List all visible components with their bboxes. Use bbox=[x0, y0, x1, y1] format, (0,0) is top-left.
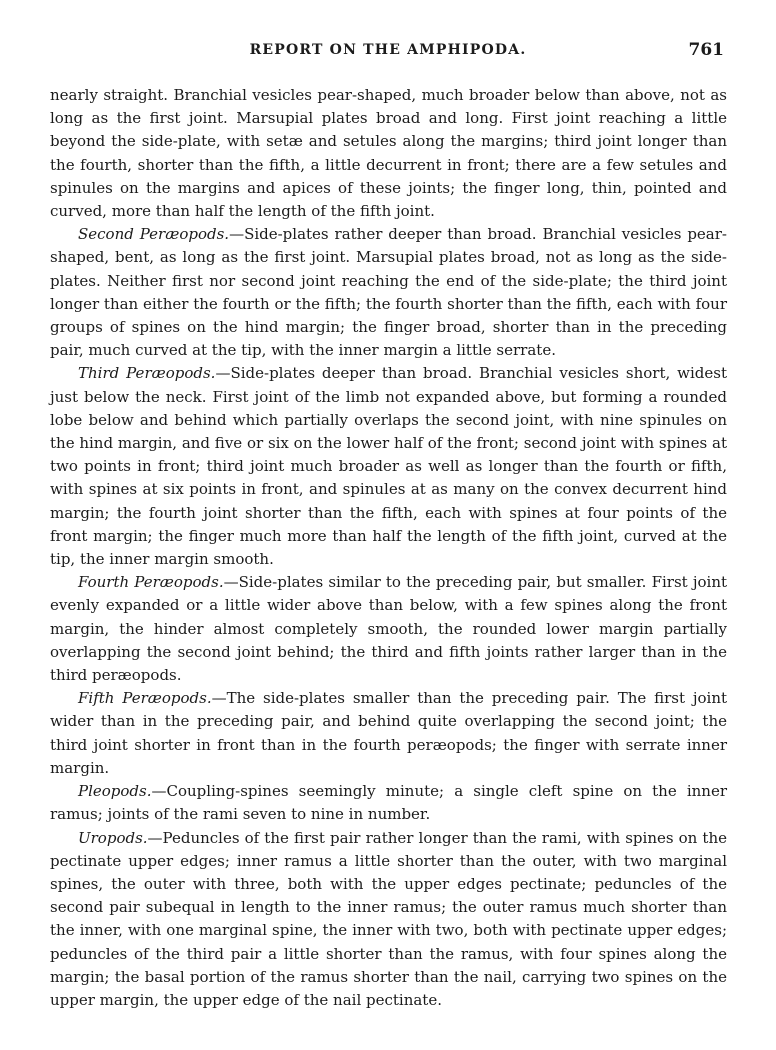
section-heading: Third Peræopods. bbox=[78, 364, 216, 383]
paragraph-text: —Side-plates deeper than broad. Branchial vesicles short, widest just below the neck. First joint of the limb not expanded above, but forming a rounded lobe below and behind which partially overlaps the second joint, with nine spinules on the hind margin, and five or six on the lower half of the front; second joint with spines at two points in front; third joint much broader as well as longer than the fourth or fifth, with spines at six points in front, and spinules at as many on the convex decurrent hind margin; the fourth joint shorter than the fifth, each with spines at four points of the front margin; the finger much more than half the length of the fifth joint, curved at the tip, the inner margin smooth. bbox=[50, 364, 727, 569]
paragraph-fourth-peraeopods bbox=[50, 571, 727, 687]
paragraph-second-peraeopods bbox=[50, 223, 727, 362]
section-heading: Second Peræopods. bbox=[78, 225, 230, 244]
paragraph-text: —Side-plates rather deeper than broad. Branchial vesicles pear-shaped, bent, as long as the first joint. Marsupial plates broad, not as long as the side-plates. Neither first nor second joint reaching the end of the side-plate; the third joint longer than either the fourth or the fifth; the fourth shorter than the fifth, each with four groups of spines on the hind margin; the finger broad, shorter than in the preceding pair, much curved at the tip, with the inner margin a little serrate. bbox=[50, 225, 727, 360]
paragraph-uropods bbox=[50, 827, 727, 1013]
running-title: REPORT ON THE AMPHIPODA. bbox=[249, 42, 527, 58]
paragraph-fifth-peraeopods bbox=[50, 687, 727, 780]
paragraph-first-perae-continued bbox=[50, 84, 727, 223]
paragraph-text: —Side-plates similar to the preceding pair, but smaller. First joint evenly expanded or a little wider above than below, with a few spines along the front margin, the hinder almost completely smooth, the rounded lower margin partially overlapping the second joint behind; the third and fifth joints rather larger than in the third peræopods. bbox=[50, 573, 728, 685]
paragraph-text: —The side-plates smaller than the preceding pair. The first joint wider than in the preceding pair, and behind quite overlapping the second joint; the third joint shorter in front than in the fourth peræopods; the finger with serrate inner margin. bbox=[50, 689, 728, 777]
paragraph-text: nearly straight. Branchial vesicles pear-shaped, much broader below than above, not as long as the first joint. Marsupial plates broad and long. First joint reaching a little beyond the side-plate, with setæ and setules along the margins; third joint longer than the fourth, shorter than the fifth, a little decurrent in front; there are a few setules and spinules on the margins and apices of these joints; the finger long, thin, pointed and curved, more than half the length of the fifth joint. bbox=[50, 86, 727, 221]
running-header bbox=[0, 42, 776, 64]
paragraph-text: —Coupling-spines seemingly minute; a single cleft spine on the inner ramus; joints of the rami seven to nine in number. bbox=[50, 782, 727, 824]
section-heading: Fifth Peræopods. bbox=[78, 689, 212, 708]
paragraph-third-peraeopods bbox=[50, 362, 727, 571]
section-heading: Fourth Peræopods. bbox=[78, 573, 224, 592]
section-heading: Pleopods. bbox=[78, 782, 152, 801]
page-number: 761 bbox=[688, 40, 724, 60]
paragraph-text: —Peduncles of the first pair rather longer than the rami, with spines on the pectinate upper edges; inner ramus a little shorter than the outer, with two marginal spines, the outer with three, both with the upper edges pectinate; peduncles of the second pair subequal in length to the inner ramus; the outer ramus much shorter than the inner, with one marginal spine, the inner with two, both with pectinate upper edges; peduncles of the third pair a little shorter than the ramus, with four spines along the margin; the basal portion of the ramus shorter than the nail, carrying two spines on the upper margin, the upper edge of the nail pectinate. bbox=[50, 828, 727, 1009]
section-heading: Uropods. bbox=[78, 828, 148, 847]
paragraph-pleopods bbox=[50, 780, 727, 826]
body-text bbox=[50, 84, 727, 1012]
